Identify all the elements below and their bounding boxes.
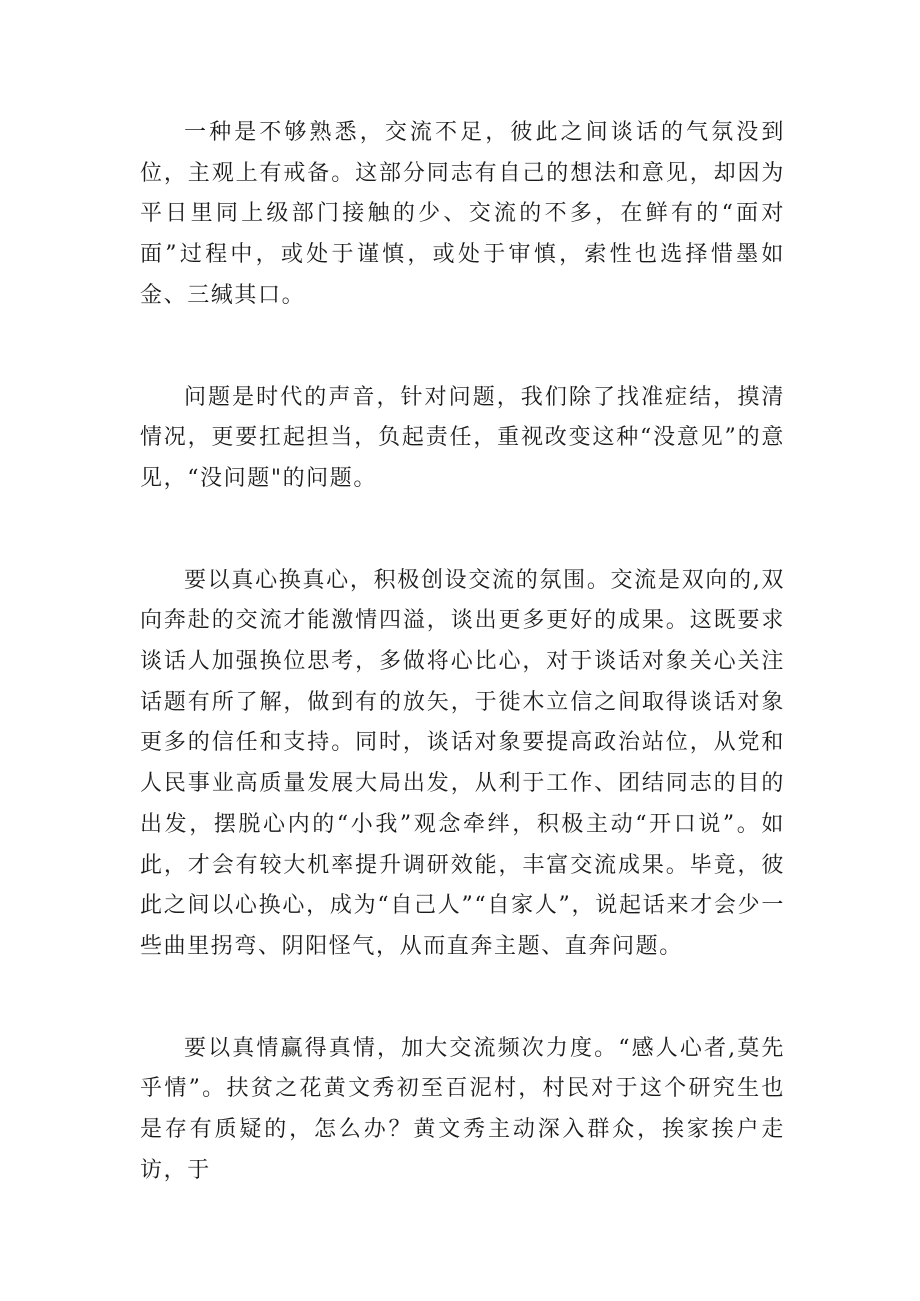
paragraph-1: 一种是不够熟悉，交流不足，彼此之间谈话的气氛没到位，主观上有戒备。这部分同志有自己的想法和意见，却因为平日里同上级部门接触的少、交流的不多，在鲜有的“面对面”过程中，或处于谨慎，或处于审慎，索性也选择惜墨如金、三缄其口。 [140,120,785,308]
document-page [140,113,785,1191]
paragraph-4: 要以真情赢得真情，加大交流频次力度。“感人心者,莫先乎情”。扶贫之花黄文秀初至百泥村，村民对于这个研究生也是存有质疑的，怎么办？黄文秀主动深入群众，挨家挨户走访，于 [140,1035,785,1183]
paragraph-2: 问题是时代的声音，针对问题，我们除了找准症结，摸清情况，更要扛起担当，负起责任，重视改变这种“没意见”的意见，“没问题"的问题。 [140,384,785,491]
paragraph-3: 要以真心换真心，积极创设交流的氛围。交流是双向的,双向奔赴的交流才能激情四溢，谈出更多更好的成果。这既要求谈话人加强换位思考，多做将心比心，对于谈话对象关心关注话题有所了解，做到有的放矢，于徙木立信之间取得谈话对象更多的信任和支持。同时，谈话对象要提高政治站位，从党和人民事业高质量发展大局出发，从利于工作、团结同志的目的出发，摆脱心内的“小我”观念牵绊，积极主动“开口说”。如此，才会有较大机率提升调研效能，丰富交流成果。毕竟，彼此之间以心换心，成为“自己人”“自家人”，说起话来才会少一些曲里拐弯、阴阳怪气，从而直奔主题、直奔问题。 [140,567,785,959]
